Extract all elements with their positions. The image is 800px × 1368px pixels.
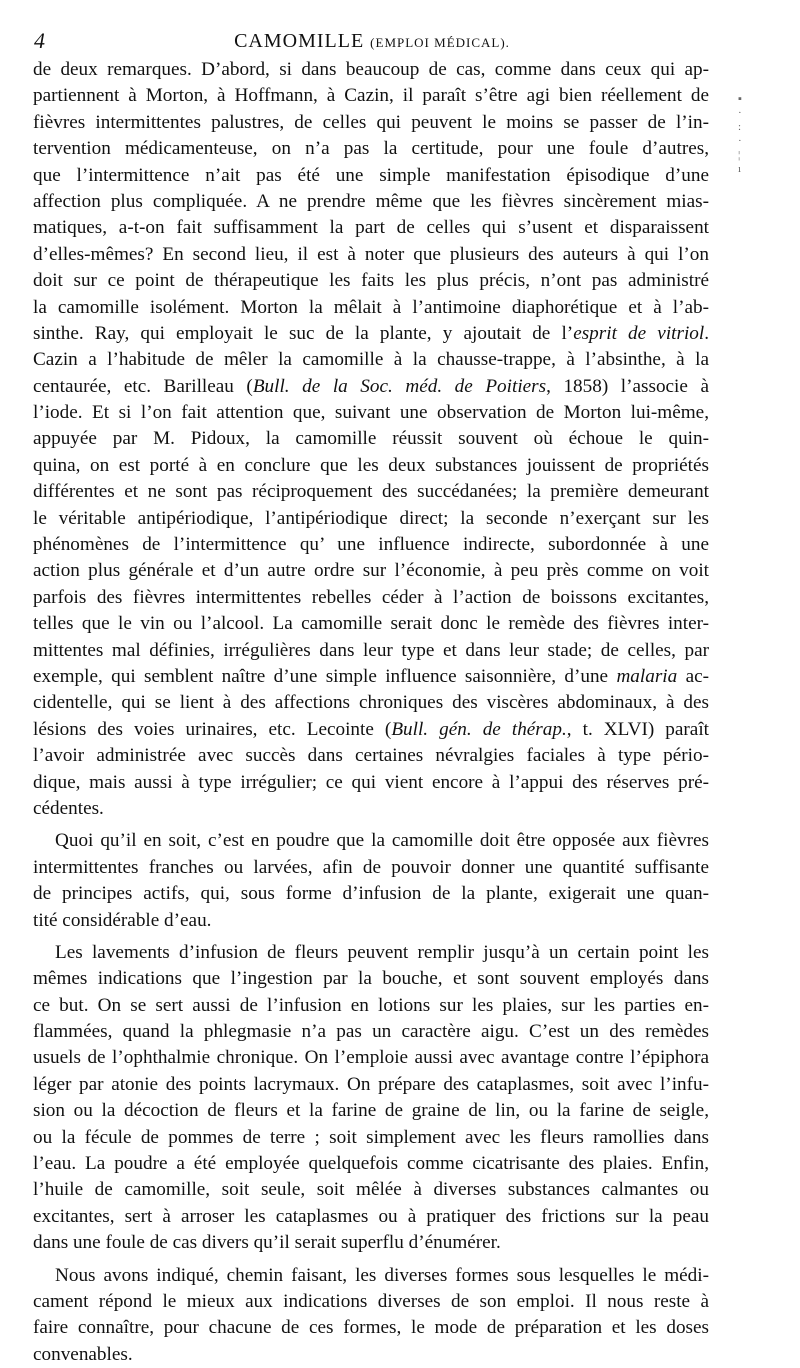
line-text: intermittentes franches ou larvées, afin de pouvoir donner une quantité suffisante: [33, 856, 709, 878]
line-text: le véritable antipériodique, l’antipériodique direct; la seconde n’exerçant sur les: [33, 507, 709, 529]
line-text: cidentelle, qui se lient à des affections chroniques des viscères abdominaux, à des: [33, 692, 709, 714]
margin-mark: ▪: [738, 93, 742, 105]
line-text: telles que le vin ou l’alcool. La camomille serait donc le remède des fièvres inter-: [33, 613, 709, 635]
text-line: [33, 881, 709, 907]
text-line: [33, 57, 709, 83]
line-text: la camomille isolément. Morton la mêlait à l’antimoine diaphorétique et à l’ab-: [33, 296, 709, 318]
text-line: [33, 585, 709, 611]
text-line: [33, 189, 709, 215]
line-text: d’elles-mêmes? En second lieu, il est à noter que plusieurs des auteurs à qui l’on: [33, 243, 709, 265]
line-text: l’iode. Et si l’on fait attention que, suivant une observation de Morton lui-même,: [33, 402, 709, 424]
text-line: [33, 1045, 709, 1071]
text-line: [33, 426, 709, 452]
text-line: [33, 1177, 709, 1203]
line-text: Quoi qu’il en soit, c’est en poudre que la camomille doit être opposée aux fièvres: [55, 830, 709, 852]
text-line: [33, 83, 709, 109]
margin-mark: ¦: [738, 149, 741, 161]
line-text: faire connaître, pour chacune de ces formes, le mode de préparation et les doses: [33, 1317, 709, 1339]
line-text: léger par atonie des points lacrymaux. On prépare des cataplasmes, soit avec l’infu-: [33, 1073, 709, 1095]
margin-mark: ı: [738, 163, 742, 175]
line-text: action plus générale et d’un autre ordre sur l’économie, à peu près comme on voit: [33, 560, 709, 582]
italic-citation: Bull. gén. de thérap.: [391, 718, 567, 740]
line-text: que l’intermittence n’ait pas été une simple manifestation épisodique d’une: [33, 164, 709, 186]
line-text-tail: .: [704, 322, 710, 344]
page-body-text: [33, 57, 709, 1368]
line-text: matiques, a-t-on fait suffisamment la part de celles qui s’usent et disparaissent: [33, 217, 709, 239]
text-line: [33, 400, 709, 426]
text-line: [33, 110, 709, 136]
text-line: [33, 1263, 709, 1289]
text-line: [33, 1151, 709, 1177]
line-text: dique, mais aussi à type irrégulier; ce qui vient encore à l’appui des réserves pré-: [33, 771, 709, 793]
page-header: [34, 28, 710, 54]
line-text: tité considérable d’eau.: [33, 909, 212, 931]
line-text: cédentes.: [33, 797, 104, 819]
line-text: doit sur ce point de thérapeutique les faits les plus précis, n’ont pas administré: [33, 270, 709, 292]
line-text: cament répond le mieux aux indications diverses de son emploi. Il nous reste à: [33, 1290, 709, 1312]
line-text: de deux remarques. D’abord, si dans beaucoup de cas, comme dans ceux qui ap-: [33, 59, 709, 80]
text-line: [33, 1342, 709, 1368]
text-line: [33, 1072, 709, 1098]
line-text: quina, on est porté à en conclure que les deux substances jouissent de propriétés: [33, 454, 709, 476]
text-line: [33, 347, 709, 373]
running-subtitle: (EMPLOI MÉDICAL).: [370, 35, 510, 50]
line-text: convenables.: [33, 1343, 133, 1365]
line-text: de principes actifs, qui, sous forme d’infusion de la plante, exigerait une quan-: [33, 883, 709, 905]
text-line: [33, 611, 709, 637]
line-text: exemple, qui semblent naître d’une simple influence saisonnière, d’une: [33, 665, 617, 687]
line-text: excitantes, sert à arroser les cataplasmes ou à pratiquer des frictions sur la peau: [33, 1205, 709, 1227]
line-text: l’huile de camomille, soit seule, soit mêlée à diverses substances calmantes ou: [33, 1179, 709, 1201]
italic-citation: esprit de vitriol: [573, 322, 705, 344]
line-text: parfois des fièvres intermittentes rebelles céder à l’action de boissons excitantes,: [33, 586, 709, 608]
paragraph: [33, 940, 709, 1257]
margin-mark: ·: [738, 135, 742, 147]
line-text: sinthe. Ray, qui employait le suc de la plante, y ajoutait de l’: [33, 322, 574, 344]
text-line: [33, 993, 709, 1019]
text-line: [33, 940, 709, 966]
text-line: [33, 1098, 709, 1124]
text-line: [33, 163, 709, 189]
line-text-tail: , t. XLVI) paraît: [566, 718, 709, 740]
text-line: [33, 1289, 709, 1315]
text-line: [33, 828, 709, 854]
text-line: [33, 453, 709, 479]
page-number: 4: [34, 28, 45, 53]
paragraph: [33, 828, 709, 934]
margin-mark: ·: [738, 107, 742, 119]
text-line: [33, 664, 709, 690]
text-line: [33, 1204, 709, 1230]
text-line: [33, 690, 709, 716]
line-text: Nous avons indiqué, chemin faisant, les diverses formes sous lesquelles le médi-: [55, 1264, 709, 1286]
line-text: usuels de l’ophthalmie chronique. On l’emploie aussi avec avantage contre l’épiphora: [33, 1047, 709, 1069]
line-text: tervention médicamenteuse, on n’a pas la certitude, pour une foule d’autres,: [33, 138, 709, 160]
text-line: [33, 374, 709, 400]
italic-citation: Bull. de la Soc. méd. de Poitiers: [252, 375, 547, 397]
margin-marks: [738, 92, 768, 202]
text-line: [33, 908, 709, 934]
text-line: [33, 268, 709, 294]
paragraph: [33, 1263, 709, 1368]
line-text: fièvres intermittentes palustres, de celles qui peuvent le moins se passer de l’in-: [33, 111, 709, 133]
line-text-tail: , 1858) l’associe à: [546, 375, 709, 397]
line-text: centaurée, etc. Barilleau (: [33, 375, 253, 397]
line-text: ou la fécule de pommes de terre ; soit simplement avec les fleurs ramollies dans: [33, 1126, 709, 1148]
text-line: [33, 321, 709, 347]
text-line: [33, 770, 709, 796]
text-line: [33, 242, 709, 268]
text-line: [33, 558, 709, 584]
running-title-block: [34, 30, 710, 53]
text-line: [33, 743, 709, 769]
line-text: mittentes mal définies, irrégulières dans leur type et dans leur stade; de celles, par: [33, 639, 709, 661]
text-line: [33, 717, 709, 743]
line-text: sion ou la décoction de fleurs et la farine de graine de lin, ou la farine de seigle,: [33, 1100, 709, 1122]
text-line: [33, 638, 709, 664]
line-text: Cazin a l’habitude de mêler la camomille à la chausse-trappe, à l’absinthe, à la: [33, 349, 709, 371]
text-line: [33, 532, 709, 558]
text-line: [33, 1230, 709, 1256]
line-text: phénomènes de l’intermittence qu’ une influence indirecte, subordonnée à une: [33, 534, 709, 556]
text-line: [33, 295, 709, 321]
line-text: partiennent à Morton, à Hoffmann, à Cazin, il paraît s’être agi bien réellement de: [33, 85, 709, 107]
line-text: Les lavements d’infusion de fleurs peuvent remplir jusqu’à un certain point les: [55, 941, 709, 963]
text-line: [33, 1125, 709, 1151]
line-text: flammées, quand la phlegmasie n’a pas un caractère aigu. C’est un des remèdes: [33, 1021, 709, 1043]
line-text-tail: ac-: [677, 665, 709, 687]
text-line: [33, 479, 709, 505]
running-title: CAMOMILLE: [234, 30, 365, 52]
line-text: ce but. On se sert aussi de l’infusion en lotions sur les plaies, sur les parties en-: [33, 994, 709, 1016]
text-line: [33, 796, 709, 822]
text-line: [33, 966, 709, 992]
line-text: différentes et ne sont pas réciproquement des succédanées; la première demeurant: [33, 481, 709, 503]
line-text: affection plus compliquée. A ne prendre même que les fièvres sincèrement mias-: [33, 190, 709, 212]
text-line: [33, 506, 709, 532]
italic-citation: malaria: [616, 665, 678, 687]
line-text: l’eau. La poudre a été employée quelquefois comme cicatrisante des plaies. Enfin,: [33, 1153, 709, 1175]
margin-mark: :: [738, 121, 742, 133]
text-line: [33, 855, 709, 881]
line-text: l’avoir administrée avec succès dans certaines névralgies faciales à type pério-: [33, 745, 709, 767]
paragraph: [33, 57, 709, 822]
line-text: mêmes indications que l’ingestion par la bouche, et sont souvent employés dans: [33, 968, 709, 990]
line-text: appuyée par M. Pidoux, la camomille réussit souvent où échoue le quin-: [33, 428, 709, 450]
text-line: [33, 136, 709, 162]
text-line: [33, 215, 709, 241]
text-line: [33, 1019, 709, 1045]
line-text: dans une foule de cas divers qu’il serait superflu d’énumérer.: [33, 1232, 501, 1254]
line-text: lésions des voies urinaires, etc. Lecointe (: [33, 718, 392, 740]
